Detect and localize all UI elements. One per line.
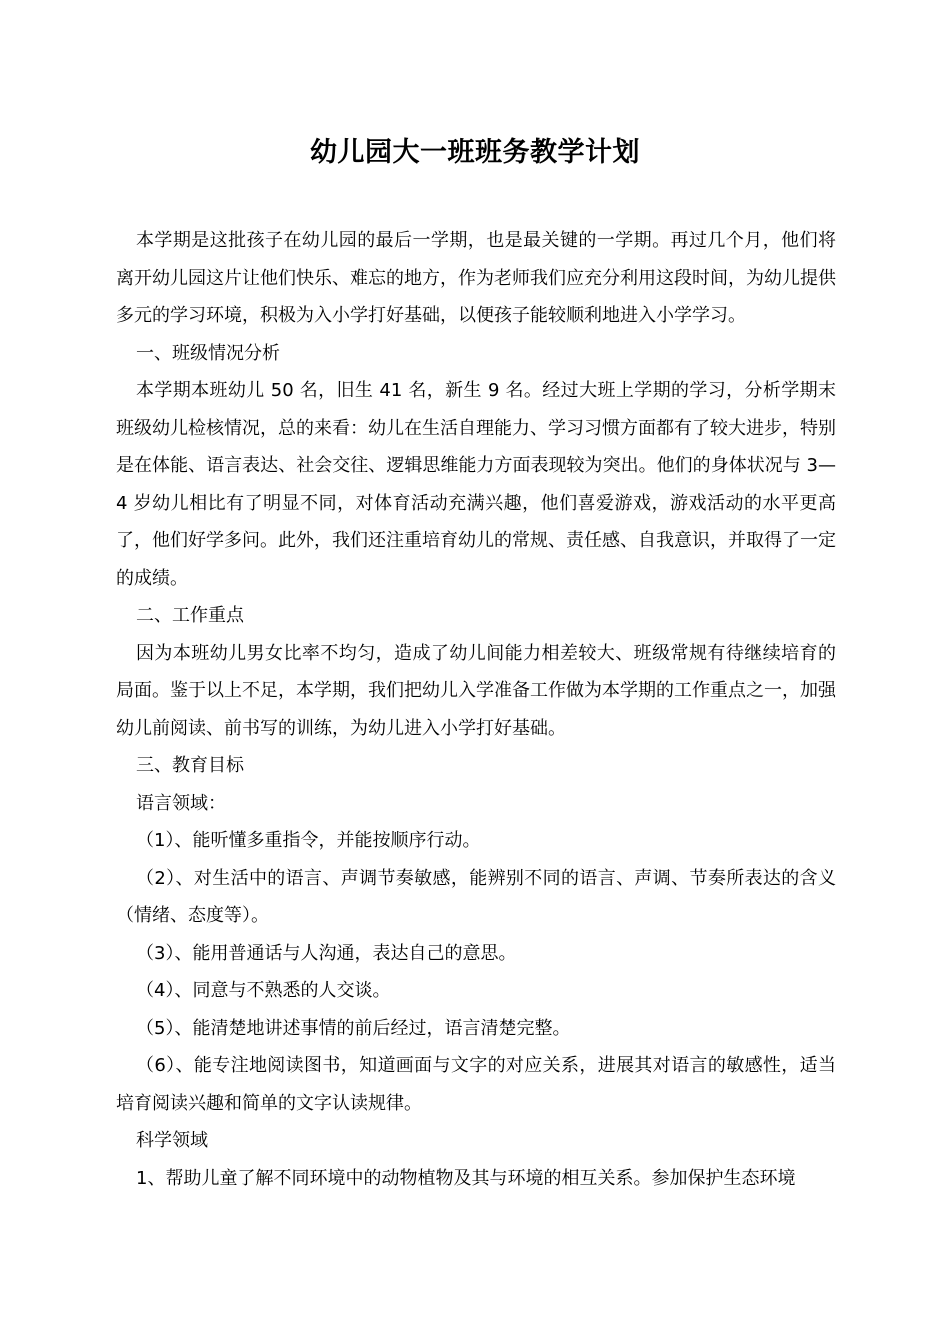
document-title: 幼儿园大一班班务教学计划	[310, 137, 640, 168]
subheading-science-domain: 科学领域	[136, 1130, 208, 1151]
section-heading-work-focus: 二、工作重点	[136, 605, 244, 626]
language-goal-item: （4）、同意与不熟悉的人交谈。	[136, 980, 391, 1001]
section-heading-class-analysis: 一、班级情况分析	[136, 342, 280, 364]
language-goal-item: （3）、能用普通话与人沟通，表达自己的意思。	[136, 942, 517, 964]
language-goal-item: （1）、能听懂多重指令，并能按顺序行动。	[136, 830, 481, 851]
language-goal-item: （2）、对生活中的语言、声调节奏敏感，能辨别不同的语言、声调、节奏所表达的含义（情绪、态度等）。	[116, 867, 836, 926]
document-body	[116, 222, 836, 1197]
science-goal-item: 1、帮助儿童了解不同环境中的动物植物及其与环境的相互关系。参加保护生态环境	[136, 1167, 796, 1189]
class-analysis-paragraph: 本学期本班幼儿 50 名，旧生 41 名，新生 9 名。经过大班上学期的学习，分析学期末班级幼儿检核情况，总的来看：幼儿在生活自理能力、学习习惯方面都有了较大进步，特别是在体能、语言表达、社会交往、逻辑思维能力方面表现较为突出。他们的身体状况与 3—4 岁幼儿相比有了明显不同，对体育活动充满兴趣，他们喜爱游戏，游戏活动的水平更高了，他们好学多问。此外，我们还注重培育幼儿的常规、责任感、自我意识，并取得了一定的成绩。	[116, 380, 836, 589]
work-focus-paragraph: 因为本班幼儿男女比率不均匀，造成了幼儿间能力相差较大、班级常规有待继续培育的局面。鉴于以上不足，本学期，我们把幼儿入学准备工作做为本学期的工作重点之一，加强幼儿前阅读、前书写的训练，为幼儿进入小学打好基础。	[116, 642, 836, 739]
language-goal-item: （5）、能清楚地讲述事情的前后经过，语言清楚完整。	[136, 1017, 571, 1039]
subheading-language-domain: 语言领域：	[136, 792, 226, 814]
language-goal-item: （6）、能专注地阅读图书，知道画面与文字的对应关系，进展其对语言的敏感性，适当培育阅读兴趣和简单的文字认读规律。	[116, 1055, 836, 1114]
intro-paragraph: 本学期是这批孩子在幼儿园的最后一学期，也是最关键的一学期。再过几个月，他们将离开幼儿园这片让他们快乐、难忘的地方，作为老师我们应充分利用这段时间，为幼儿提供多元的学习环境，积极为入小学打好基础，以便孩子能较顺利地进入小学学习。	[116, 230, 836, 326]
section-heading-education-goals: 三、教育目标	[136, 755, 244, 776]
